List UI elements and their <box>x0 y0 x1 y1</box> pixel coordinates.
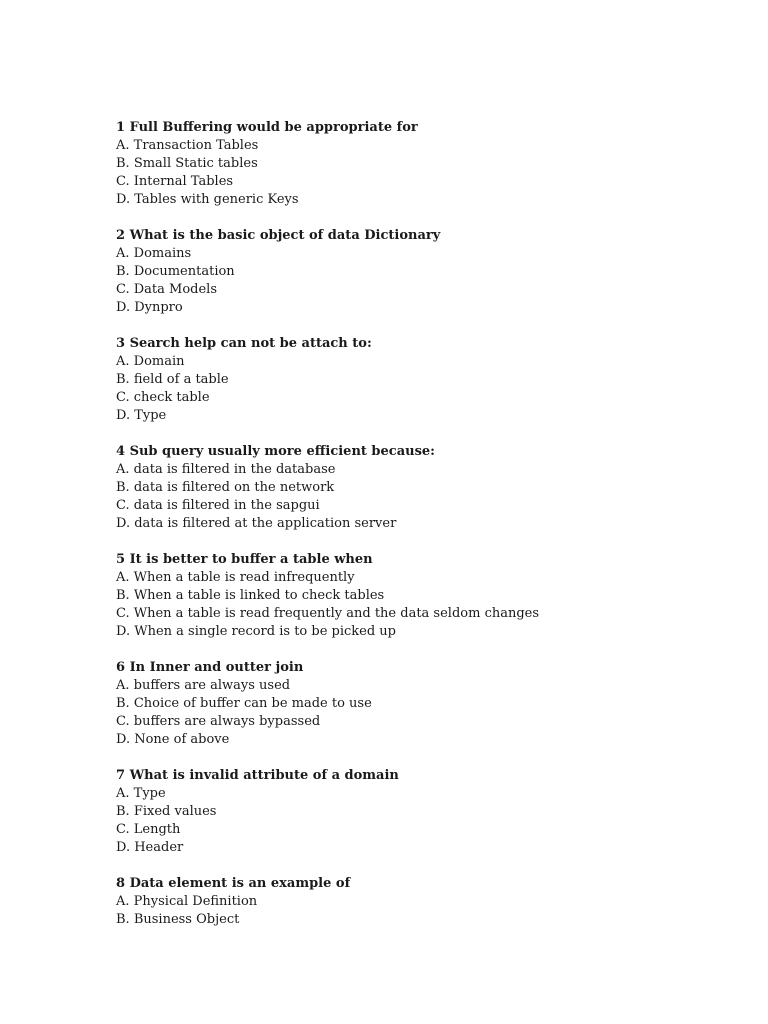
question-title: 7 What is invalid attribute of a domain <box>116 768 399 783</box>
question-6 <box>116 659 736 749</box>
option-a: A. Domains <box>116 246 192 261</box>
option-d: D. None of above <box>116 732 230 747</box>
option-b: B. Small Static tables <box>116 156 258 171</box>
question-title: 6 In Inner and outter join <box>116 660 304 675</box>
option-c: C. check table <box>116 390 210 405</box>
option-c: C. Data Models <box>116 282 218 297</box>
option-d: D. Type <box>116 408 167 423</box>
question-title: 2 What is the basic object of data Dictionary <box>116 228 441 243</box>
spacer <box>116 317 736 335</box>
option-b: B. Business Object <box>116 912 240 927</box>
question-8 <box>116 875 736 929</box>
question-title: 3 Search help can not be attach to: <box>116 336 372 351</box>
option-d: D. data is filtered at the application server <box>116 516 397 531</box>
option-d: D. Dynpro <box>116 300 183 315</box>
option-d: D. Header <box>116 840 184 855</box>
option-a: A. data is filtered in the database <box>116 462 336 477</box>
option-c: C. buffers are always bypassed <box>116 714 321 729</box>
option-c: C. data is filtered in the sapgui <box>116 498 320 513</box>
question-2 <box>116 227 736 317</box>
spacer <box>116 749 736 767</box>
question-title: 1 Full Buffering would be appropriate for <box>116 120 418 135</box>
option-b: B. field of a table <box>116 372 229 387</box>
option-a: A. Physical Definition <box>116 894 258 909</box>
spacer <box>116 209 736 227</box>
question-5 <box>116 551 736 641</box>
option-b: B. When a table is linked to check tables <box>116 588 385 603</box>
option-b: B. data is filtered on the network <box>116 480 335 495</box>
option-b: B. Documentation <box>116 264 235 279</box>
spacer <box>116 641 736 659</box>
question-title: 5 It is better to buffer a table when <box>116 552 373 567</box>
spacer <box>116 533 736 551</box>
option-d: D. Tables with generic Keys <box>116 192 299 207</box>
option-b: B. Choice of buffer can be made to use <box>116 696 372 711</box>
spacer <box>116 425 736 443</box>
option-c: C. Length <box>116 822 181 837</box>
document-page <box>116 119 736 929</box>
question-title: 4 Sub query usually more efficient because: <box>116 444 435 459</box>
option-c: C. When a table is read frequently and the data seldom changes <box>116 606 540 621</box>
option-a: A. When a table is read infrequently <box>116 570 355 585</box>
question-title: 8 Data element is an example of <box>116 876 351 891</box>
question-1 <box>116 119 736 209</box>
question-7 <box>116 767 736 857</box>
question-3 <box>116 335 736 425</box>
question-4 <box>116 443 736 533</box>
option-a: A. buffers are always used <box>116 678 291 693</box>
option-c: C. Internal Tables <box>116 174 234 189</box>
option-a: A. Transaction Tables <box>116 138 259 153</box>
option-b: B. Fixed values <box>116 804 217 819</box>
option-a: A. Type <box>116 786 166 801</box>
option-d: D. When a single record is to be picked up <box>116 624 397 639</box>
option-a: A. Domain <box>116 354 185 369</box>
spacer <box>116 857 736 875</box>
